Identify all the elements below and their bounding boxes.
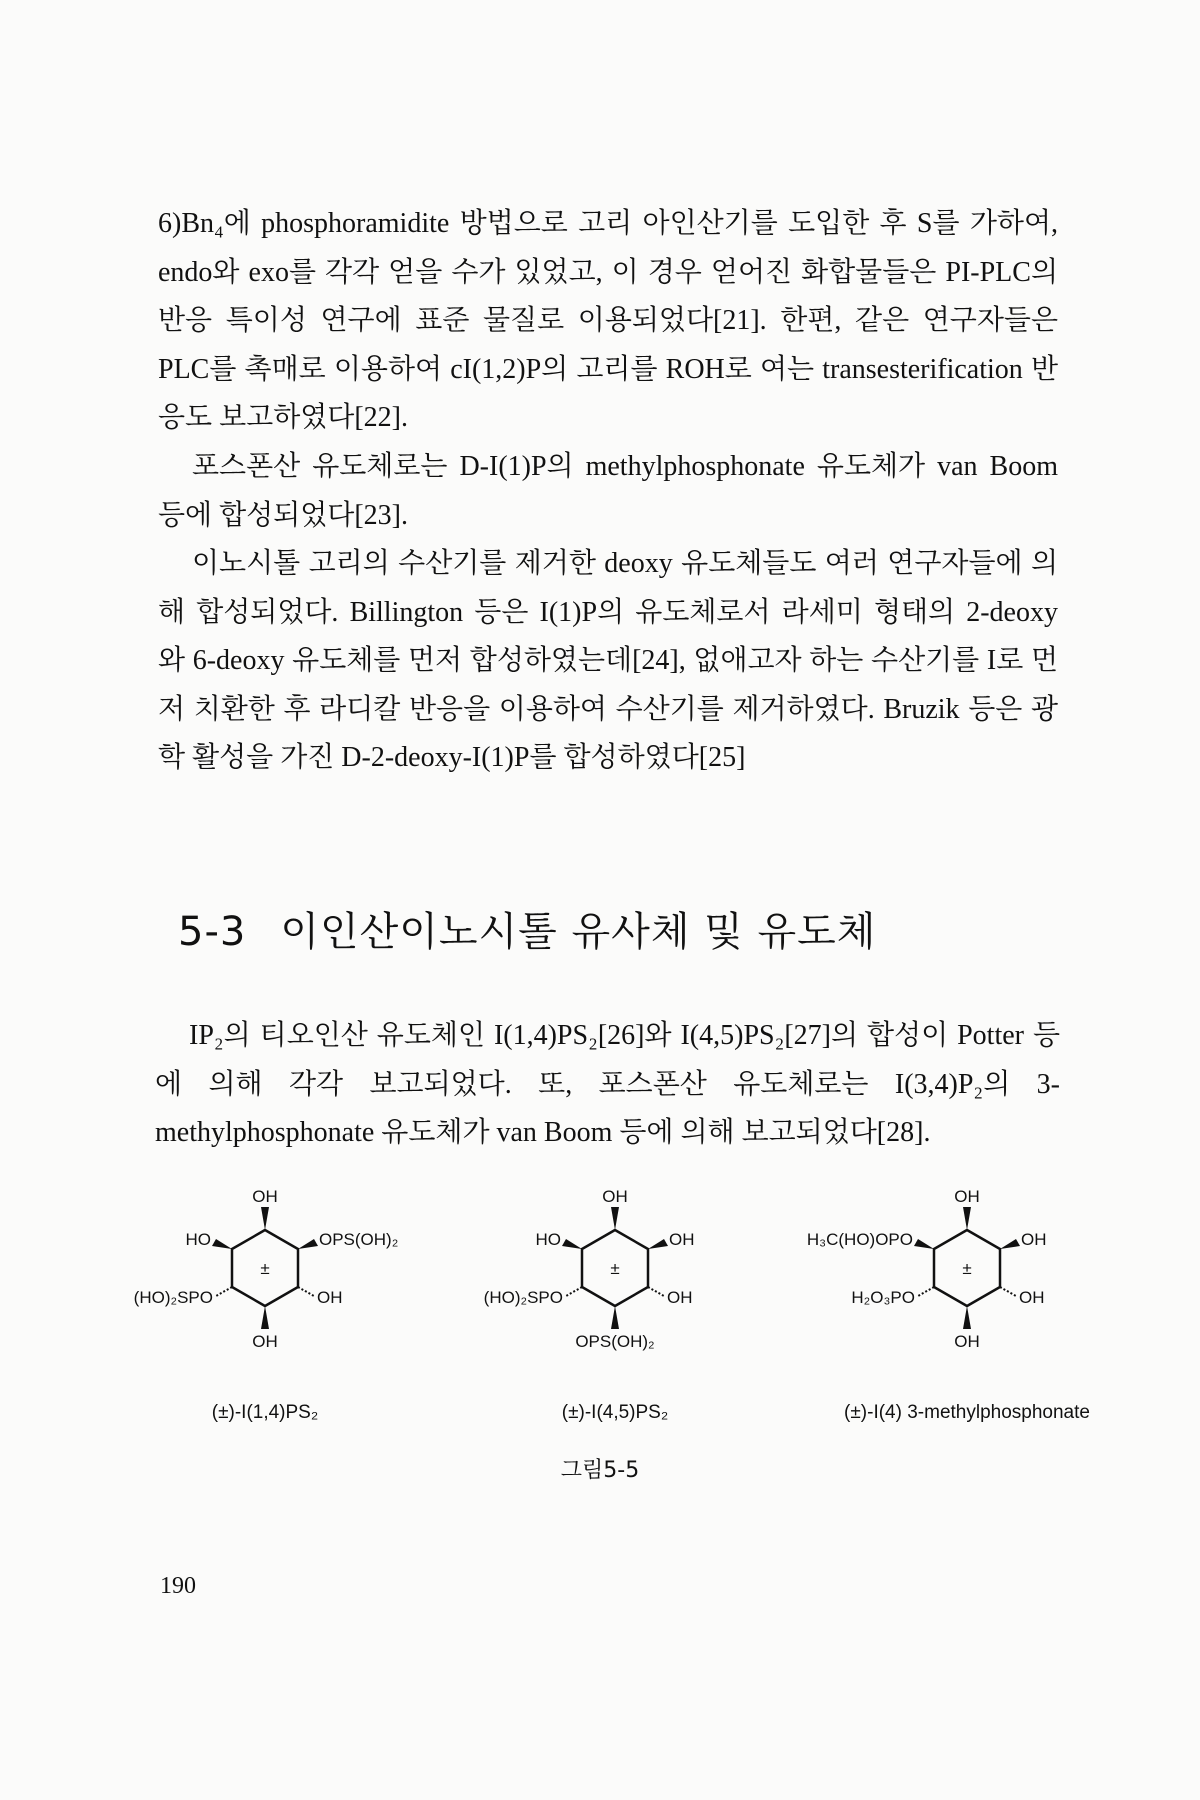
hashed-bond bbox=[298, 1287, 314, 1296]
hashed-bond bbox=[648, 1287, 664, 1296]
mol2-lower-left: (HO)₂SPO bbox=[483, 1288, 563, 1307]
paragraph-phosphoramidite: 6)Bn₄에 phosphoramidite 방법으로 고리 아인산기를 도입한 후 S를 가하여, endo와 exo를 각각 얻을 수가 있었고, 이 경우 얻어진 화합물들은 PI-PLC의 반응 특이성 연구에 표준 물질로 이용되었다[21]. 한편, 같은 연구자들은 PLC를 촉매로 이용하여 cI(1,2)P의 고리를 ROH로 여는 transesterification 반응도 보고하였다[22]. bbox=[158, 208, 1058, 433]
section-heading bbox=[178, 900, 876, 957]
mol3-top: OH bbox=[954, 1187, 980, 1206]
hashed-bond bbox=[216, 1287, 232, 1296]
wedge-bond bbox=[963, 1306, 971, 1329]
section-number: 5-3 bbox=[178, 909, 247, 955]
mol1-top: OH bbox=[252, 1187, 278, 1206]
page-number: 190 bbox=[160, 1573, 196, 1599]
wedge-bond bbox=[212, 1239, 232, 1249]
wedge-bond bbox=[963, 1207, 971, 1230]
mol1-upper-right: OPS(OH)₂ bbox=[319, 1230, 399, 1249]
mol1-lower-right: OH bbox=[317, 1288, 343, 1307]
mol2-lower-right: OH bbox=[667, 1288, 693, 1307]
caption-molecule-2: (±)-I(4,5)PS₂ bbox=[561, 1402, 669, 1423]
hashed-bond bbox=[1000, 1287, 1016, 1296]
mol2-upper-right: OH bbox=[669, 1230, 695, 1249]
caption-molecule-1: (±)-I(1,4)PS₂ bbox=[211, 1402, 319, 1423]
racemic-mark: ± bbox=[962, 1259, 972, 1278]
hashed-bond bbox=[918, 1287, 934, 1296]
paragraph-ip2-analogs: IP₂의 티오인산 유도체인 I(1,4)PS₂[26]와 I(4,5)PS₂[27]의 합성이 Potter 등에 의해 각각 보고되었다. 또, 포스폰산 유도체로는 I(3,4)P₂의 3-methylphosphonate 유도체가 van Boom 등에 의해 보고되었다[28]. bbox=[155, 1020, 1060, 1148]
racemic-mark: ± bbox=[610, 1259, 620, 1278]
mol3-upper-left: H₃C(HO)OPO bbox=[806, 1230, 913, 1249]
molecule-2 bbox=[484, 1187, 695, 1351]
paragraph-deoxy: 이노시톨 고리의 수산기를 제거한 deoxy 유도체들도 여러 연구자들에 의해 합성되었다. Billington 등은 I(1)P의 유도체로서 라세미 형태의 2-deoxy 와 6-deoxy 유도체를 먼저 합성하였는데[24], 없애고자 하는 수산기를 I로 먼저 치환한 후 라디칼 반응을 이용하여 수산기를 제거하였다. Bruzik 등은 광학 활성을 가진 D-2-deoxy-I(1)P를 합성하였다[25] bbox=[158, 548, 1058, 773]
mol3-upper-right: OH bbox=[1021, 1230, 1047, 1249]
mol1-upper-left: HO bbox=[185, 1230, 211, 1249]
wedge-bond bbox=[1000, 1239, 1020, 1249]
wedge-bond bbox=[562, 1239, 582, 1249]
molecule-3 bbox=[807, 1187, 1047, 1351]
wedge-bond bbox=[298, 1239, 318, 1249]
section-title: 이인산이노시톨 유사체 및 유도체 bbox=[280, 909, 877, 955]
mol3-bottom: OH bbox=[954, 1332, 980, 1351]
wedge-bond bbox=[261, 1306, 269, 1329]
wedge-bond bbox=[261, 1207, 269, 1230]
mol2-bottom: OPS(OH)₂ bbox=[575, 1332, 655, 1351]
wedge-bond bbox=[648, 1239, 668, 1249]
caption-molecule-3: (±)-I(4) 3-methylphosphonate bbox=[844, 1402, 1090, 1423]
wedge-bond bbox=[611, 1207, 619, 1230]
racemic-mark: ± bbox=[260, 1259, 270, 1278]
wedge-bond bbox=[914, 1239, 934, 1249]
mol3-lower-left: H₂O₃PO bbox=[851, 1288, 915, 1307]
mol2-upper-left: HO bbox=[535, 1230, 561, 1249]
paragraph-phosphonate: 포스폰산 유도체로는 D-I(1)P의 methylphosphonate 유도체가 van Boom 등에 합성되었다[23]. bbox=[158, 451, 1058, 531]
mol1-bottom: OH bbox=[252, 1332, 278, 1351]
figure-label: 그림5-5 bbox=[560, 1458, 640, 1483]
mol3-lower-right: OH bbox=[1019, 1288, 1045, 1307]
hashed-bond bbox=[566, 1287, 582, 1296]
mol1-lower-left: (HO)₂SPO bbox=[133, 1288, 213, 1307]
mol2-top: OH bbox=[602, 1187, 628, 1206]
wedge-bond bbox=[611, 1306, 619, 1329]
molecule-1 bbox=[134, 1187, 399, 1351]
